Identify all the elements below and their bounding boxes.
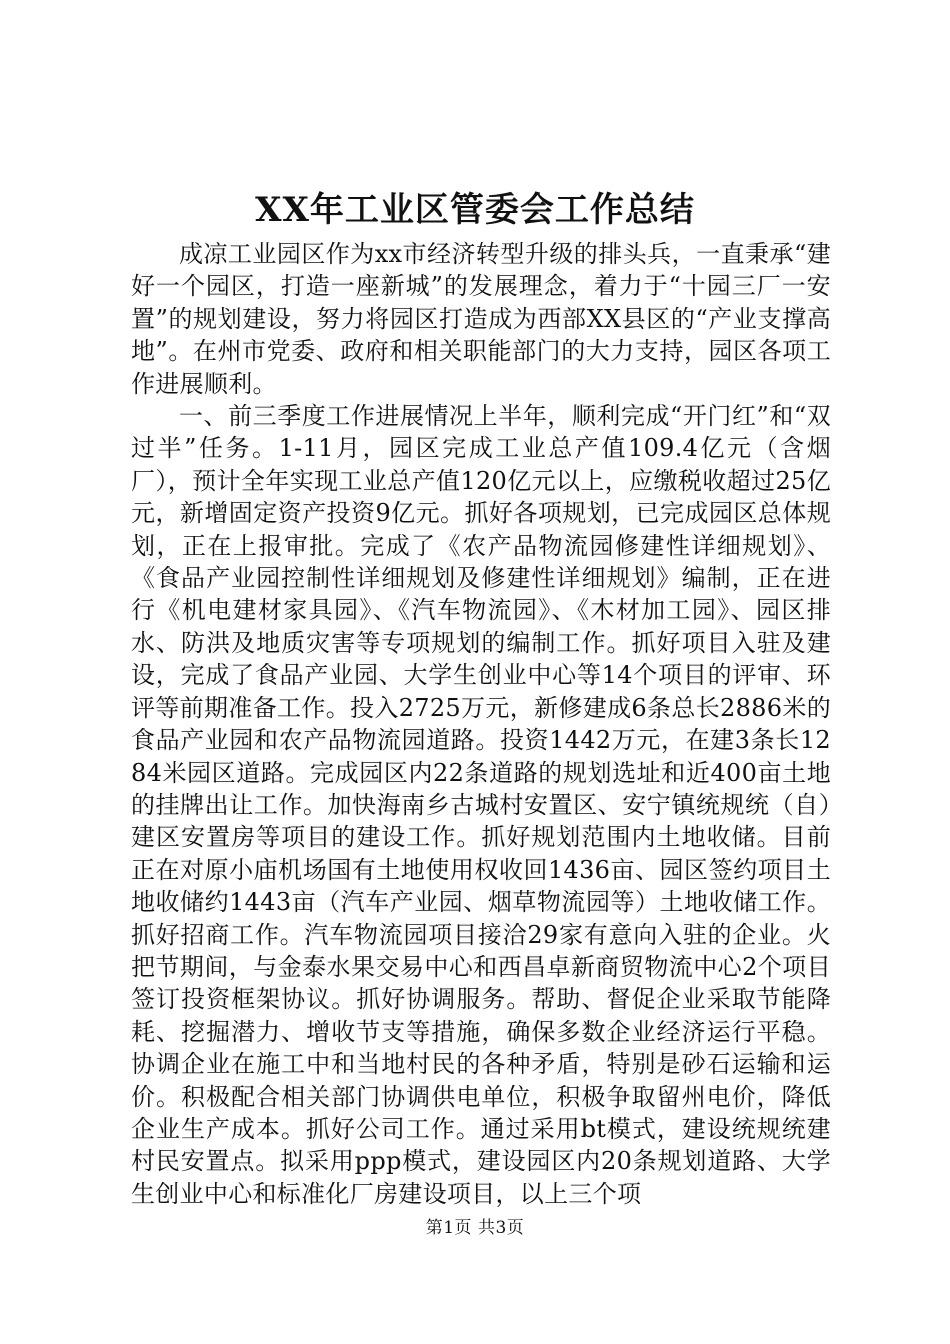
document-title: XX年工业区管委会工作总结: [255, 190, 695, 230]
paragraph-intro: 成凉工业园区作为xx市经济转型升级的排头兵，一直秉承“建好一个园区，打造一座新城”的发展理念，着力于“十园三厂一安置”的规划建设，努力将园区打造成为西部XX县区的“产业支撑高地”。在州市党委、政府和相关职能部门的大力支持，园区各项工作进展顺利。: [131, 240, 831, 398]
document-body: [131, 238, 831, 1210]
page-number-footer: 第1页 共3页: [425, 1218, 525, 1238]
paragraph-progress: 一、前三季度工作进展情况上半年，顺利完成“开门红”和“双过半”任务。1-11月，园区完成工业总产值109.4亿元（含烟厂），预计全年实现工业总产值120亿元以上，应缴税收超过25亿元，新增固定资产投资9亿元。抓好各项规划，已完成园区总体规划，正在上报审批。完成了《农产品物流园修建性详细规划》、《食品产业园控制性详细规划及修建性详细规划》编制，正在进行《机电建材家具园》、《汽车物流园》、《木材加工园》、园区排水、防洪及地质灾害等专项规划的编制工作。抓好项目入驻及建设，完成了食品产业园、大学生创业中心等14个项目的评审、环评等前期准备工作。投入2725万元，新修建成6条总长2886米的食品产业园和农产品物流园道路。投资1442万元，在建3条长1284米园区道路。完成园区内22条道路的规划选址和近400亩土地的挂牌出让工作。加快海南乡古城村安置区、安宁镇统规统（自）建区安置房等项目的建设工作。抓好规划范围内土地收储。目前正在对原小庙机场国有土地使用权收回1436亩、园区签约项目土地收储约1443亩（汽车产业园、烟草物流园等）土地收储工作。抓好招商工作。汽车物流园项目接洽29家有意向入驻的企业。火把节期间，与金泰水果交易中心和西昌卓新商贸物流中心2个项目签订投资框架协议。抓好协调服务。帮助、督促企业采取节能降耗、挖掘潜力、增收节支等措施，确保多数企业经济运行平稳。协调企业在施工中和当地村民的各种矛盾，特别是砂石运输和运价。积极配合相关部门协调供电单位，积极争取留州电价，降低企业生产成本。抓好公司工作。通过采用bt模式，建设统规统建村民安置点。拟采用ppp模式，建设园区内20条规划道路、大学生创业中心和标准化厂房建设项目，以上三个项: [131, 402, 831, 1208]
